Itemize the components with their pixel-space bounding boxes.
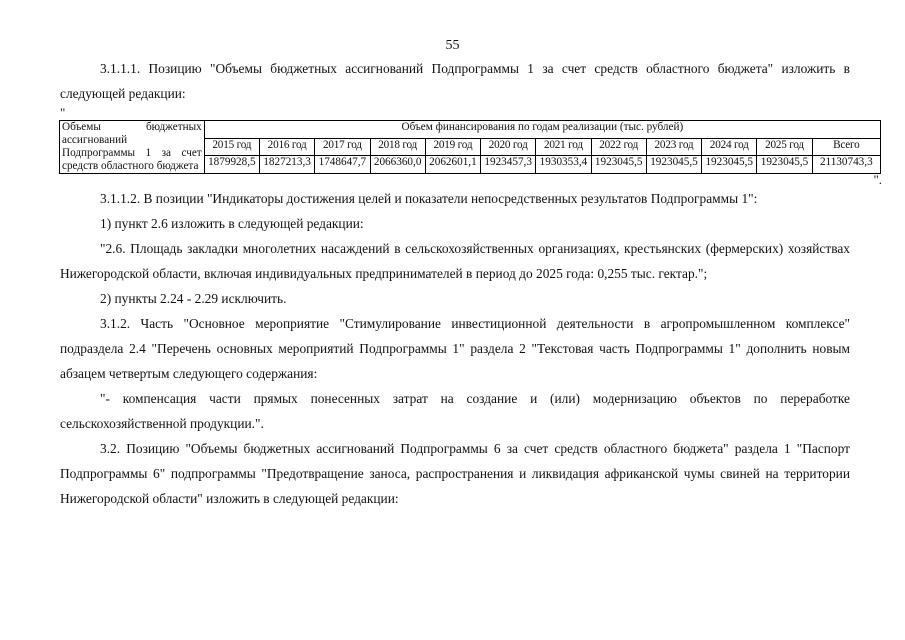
budget-allocation-table: [59, 120, 881, 174]
table-header: Объем финансирования по годам реализации (тыс. рублей): [204, 121, 880, 139]
page-number: 55: [445, 38, 460, 53]
paragraph: 3.1.1.1. Позицию "Объемы бюджетных ассигнований Подпрограммы 1 за счет средств областного бюджета" изложить в следующей редакции:: [60, 61, 850, 101]
year-cell: 2016 год: [259, 138, 314, 156]
year-cell: 2025 год: [757, 138, 812, 156]
value-cell: 2062601,1: [425, 156, 480, 174]
value-cell: 1930353,4: [536, 156, 591, 174]
value-cell: 1879928,5: [204, 156, 259, 174]
paragraph: 2) пункты 2.24 - 2.29 исключить.: [100, 291, 287, 306]
paragraph: 1) пункт 2.6 изложить в следующей редакции:: [100, 216, 364, 231]
year-cell: 2023 год: [646, 138, 701, 156]
paragraph: 3.1.2. Часть "Основное мероприятие "Стимулирование инвестиционной деятельности в агропромышленном комплексе" подраздела 2.4 "Перечень основных мероприятий Подпрограммы 1" раздела 2 "Текстовая часть Подпрограммы 1" дополнить новым абзацем четвертым следующего содержания:: [60, 316, 850, 381]
year-cell: 2018 год: [370, 138, 425, 156]
table-row-label: Объемы бюджетных ассигнований Подпрограммы 1 за счет средств областного бюджета: [60, 121, 205, 174]
paragraph: 3.2. Позицию "Объемы бюджетных ассигнований Подпрограммы 6 за счет средств областного бюджета" раздела 1 "Паспорт Подпрограммы 6" подпрограммы "Предотвращение заноса, распространения и ликвидация африканской чумы свиней на территории Нижегородской области" изложить в следующей редакции:: [60, 441, 850, 506]
value-cell: 1923457,3: [481, 156, 536, 174]
opening-quote: ": [60, 105, 66, 120]
year-cell: 2015 год: [204, 138, 259, 156]
value-cell: 2066360,0: [370, 156, 425, 174]
year-cell: 2019 год: [425, 138, 480, 156]
paragraph: 3.1.1.2. В позиции "Индикаторы достижения целей и показатели непосредственных результатов Подпрограммы 1":: [100, 191, 758, 206]
year-cell: 2021 год: [536, 138, 591, 156]
value-cell: 1827213,3: [259, 156, 314, 174]
year-cell: 2024 год: [702, 138, 757, 156]
total-value-cell: 21130743,3: [812, 156, 880, 174]
paragraph: "2.6. Площадь закладки многолетних насаждений в сельскохозяйственных организациях, крестьянских (фермерских) хозяйствах Нижегородской области, включая индивидуальных предпринимателей в период до 2025 года: 0,255 тыс. гектар.";: [60, 241, 850, 281]
value-cell: 1923045,5: [757, 156, 812, 174]
paragraph: "- компенсация части прямых понесенных затрат на создание и (или) модернизацию объектов по переработке сельскохозяйственной продукции.".: [60, 391, 850, 431]
value-cell: 1923045,5: [702, 156, 757, 174]
closing-quote: ".: [873, 172, 882, 187]
year-cell: 2020 год: [481, 138, 536, 156]
total-header-cell: Всего: [812, 138, 880, 156]
document-body: [60, 56, 882, 511]
value-cell: 1923045,5: [646, 156, 701, 174]
value-cell: 1748647,7: [315, 156, 370, 174]
year-cell: 2022 год: [591, 138, 646, 156]
value-cell: 1923045,5: [591, 156, 646, 174]
year-cell: 2017 год: [315, 138, 370, 156]
